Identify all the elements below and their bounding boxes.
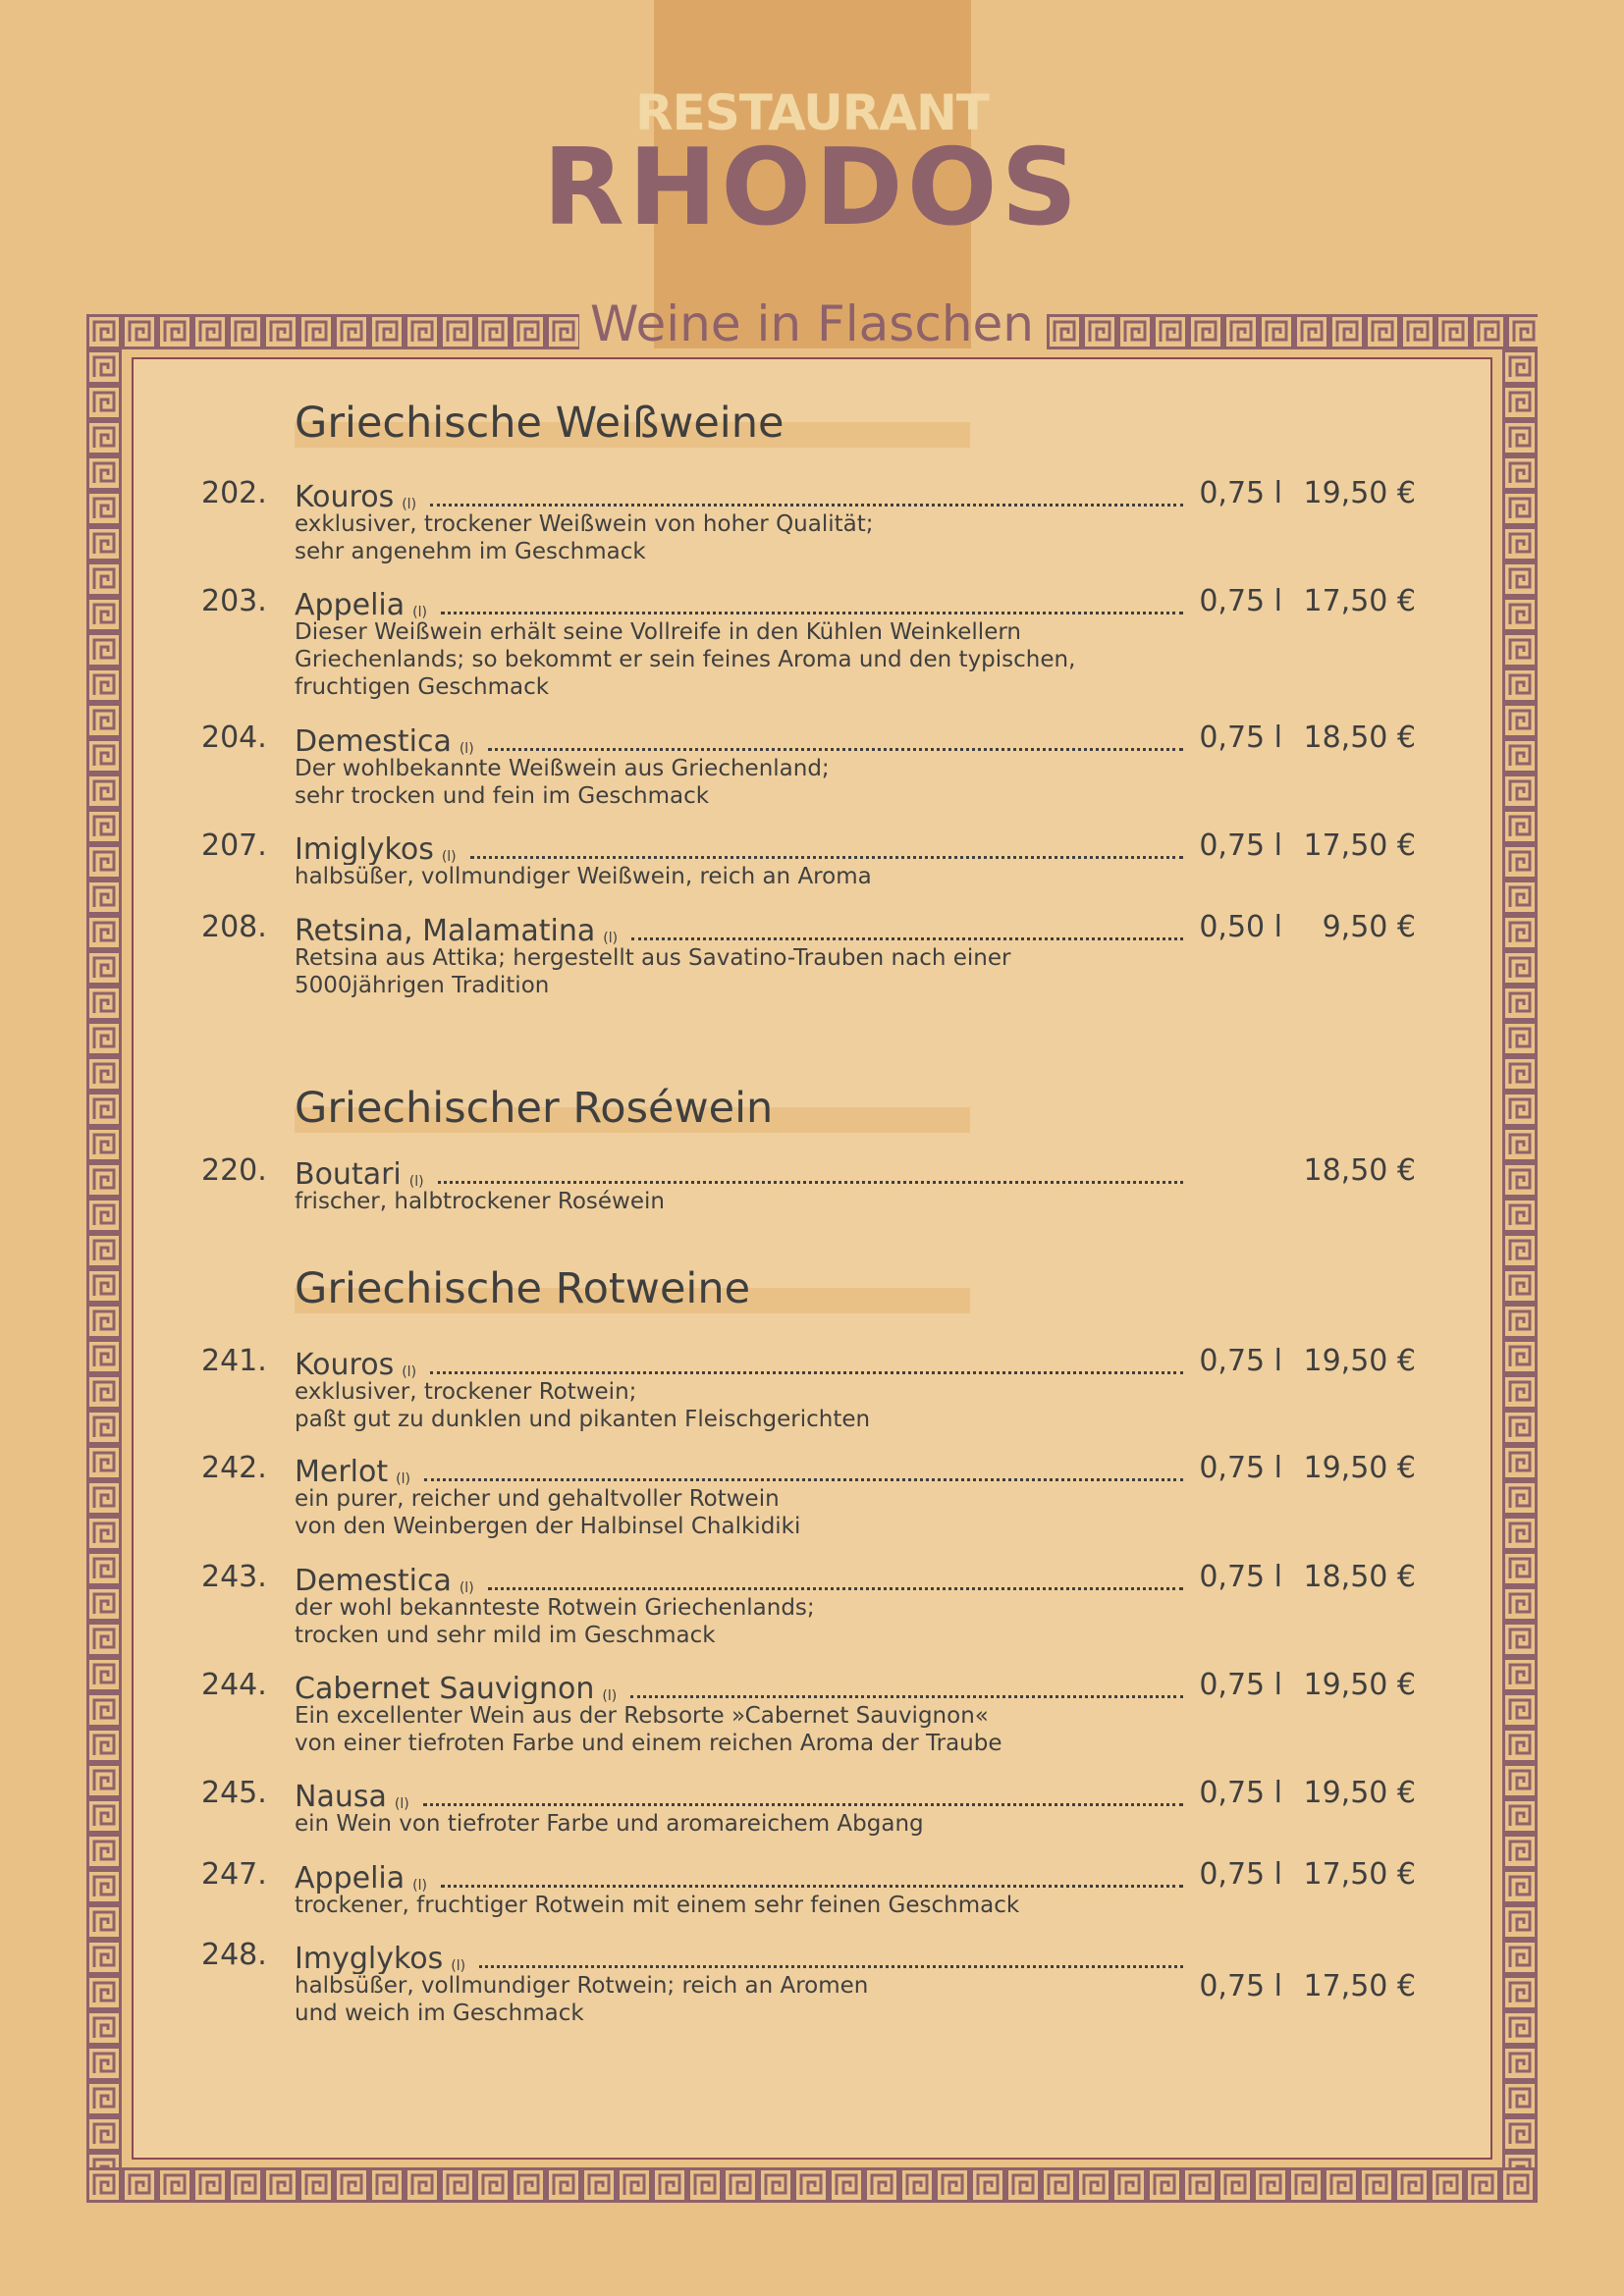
item-name: Boutari	[295, 1157, 402, 1190]
item-name-line	[295, 1563, 1183, 1596]
item-desc-line: der wohl bekannteste Rotwein Griechenlands;	[295, 1595, 815, 1621]
item-name-line	[295, 1671, 1183, 1704]
item-note: (l)	[396, 1471, 410, 1487]
dot-leader	[438, 1180, 1183, 1184]
item-number: 243.	[201, 1560, 267, 1594]
wine-item	[0, 721, 1624, 809]
item-name-line	[295, 479, 1183, 512]
wine-item	[0, 1938, 1624, 2026]
item-desc-line: Retsina aus Attika; hergestellt aus Savatino-Trauben nach einer	[295, 945, 1011, 971]
item-name-line	[295, 1860, 1183, 1894]
item-note: (l)	[441, 849, 457, 865]
item-note: (l)	[394, 1796, 409, 1812]
item-name-line	[295, 1156, 1183, 1190]
wine-item	[0, 1344, 1624, 1432]
item-note: (l)	[459, 741, 474, 757]
dot-leader	[424, 1477, 1183, 1481]
dot-leader	[430, 503, 1183, 507]
item-note: (l)	[412, 1878, 427, 1894]
item-desc-line: exklusiver, trockener Weißwein von hoher Qualität;	[295, 511, 874, 537]
wine-item	[0, 1668, 1624, 1756]
wine-item	[0, 584, 1624, 700]
item-number: 247.	[201, 1857, 267, 1892]
item-desc-line: exklusiver, trockener Rotwein;	[295, 1379, 637, 1405]
item-name-line	[295, 1347, 1183, 1380]
item-name: Kouros	[295, 480, 395, 512]
dot-leader	[479, 1964, 1183, 1968]
item-price: 19,50 €	[1303, 1776, 1416, 1810]
dot-leader	[470, 855, 1183, 859]
dot-leader	[423, 1802, 1183, 1806]
item-note: (l)	[459, 1580, 474, 1596]
item-name: Demestica	[295, 724, 452, 757]
meander-border-bottom	[86, 2167, 1538, 2203]
item-note: (l)	[451, 1958, 466, 1974]
item-name-line	[295, 587, 1183, 620]
wine-item	[0, 476, 1624, 564]
item-desc-line: halbsüßer, vollmundiger Rotwein; reich an Aromen	[295, 1973, 869, 1999]
item-number: 204.	[201, 721, 267, 755]
wine-item	[0, 1153, 1624, 1235]
item-volume: 0,75 l	[1199, 1857, 1282, 1892]
item-desc-line: trocken und sehr mild im Geschmack	[295, 1623, 716, 1648]
item-volume: 0,75 l	[1199, 1969, 1282, 2003]
dot-leader	[441, 1884, 1183, 1888]
item-desc-line: fruchtigen Geschmack	[295, 674, 550, 700]
item-volume: 0,50 l	[1199, 910, 1282, 944]
item-desc-line: Der wohlbekannte Weißwein aus Griechenland;	[295, 756, 830, 781]
item-desc-line: Griechenlands; so bekommt er sein feines Aroma und den typischen,	[295, 647, 1076, 672]
item-note: (l)	[602, 1688, 618, 1704]
item-volume: 0,75 l	[1199, 828, 1282, 863]
item-volume: 0,75 l	[1199, 1560, 1282, 1594]
item-desc-line: frischer, halbtrockener Roséwein	[295, 1189, 665, 1214]
wine-item	[0, 1776, 1624, 1857]
item-note: (l)	[402, 1364, 417, 1380]
item-number: 220.	[201, 1153, 267, 1188]
section-title-white: Griechische Weißweine	[295, 399, 785, 448]
item-number: 203.	[201, 584, 267, 618]
item-price: 19,50 €	[1303, 1668, 1416, 1702]
dot-leader	[488, 1586, 1183, 1590]
item-desc-line: sehr trocken und fein im Geschmack	[295, 783, 710, 809]
item-name: Kouros	[295, 1348, 395, 1380]
item-desc-line: sehr angenehm im Geschmack	[295, 539, 646, 564]
dot-leader	[488, 747, 1183, 751]
item-note: (l)	[402, 497, 417, 512]
item-name-line	[295, 1454, 1183, 1487]
dot-leader	[441, 611, 1183, 614]
item-price: 17,50 €	[1303, 1857, 1416, 1892]
item-price: 18,50 €	[1303, 1560, 1416, 1594]
item-number: 241.	[201, 1344, 267, 1378]
item-name: Retsina, Malamatina	[295, 914, 596, 946]
item-price: 9,50 €	[1322, 910, 1416, 944]
restaurant-name: RHODOS	[542, 127, 1082, 249]
item-number: 208.	[201, 910, 267, 944]
item-desc-line: und weich im Geschmack	[295, 2001, 584, 2026]
item-volume: 0,75 l	[1199, 1668, 1282, 1702]
item-price: 18,50 €	[1303, 721, 1416, 755]
wine-item	[0, 1560, 1624, 1648]
item-number: 207.	[201, 828, 267, 863]
item-number: 245.	[201, 1776, 267, 1810]
item-number: 242.	[201, 1451, 267, 1485]
dot-leader	[630, 1694, 1183, 1698]
item-desc-line: 5000jährigen Tradition	[295, 973, 550, 998]
item-name: Nausa	[295, 1780, 387, 1812]
item-desc-line: Ein excellenter Wein aus der Rebsorte »Cabernet Sauvignon«	[295, 1703, 989, 1729]
item-desc-line: trockener, fruchtiger Rotwein mit einem sehr feinen Geschmack	[295, 1893, 1020, 1918]
item-note: (l)	[603, 931, 619, 946]
item-name: Demestica	[295, 1564, 452, 1596]
item-desc-line: von den Weinbergen der Halbinsel Chalkidiki	[295, 1514, 801, 1539]
item-desc-line: halbsüßer, vollmundiger Weißwein, reich an Aroma	[295, 864, 872, 889]
item-price: 17,50 €	[1303, 828, 1416, 863]
item-volume: 0,75 l	[1199, 584, 1282, 618]
section-title-rose: Griechischer Roséwein	[295, 1084, 774, 1133]
item-price: 19,50 €	[1303, 476, 1416, 510]
section-title-red: Griechische Rotweine	[295, 1264, 751, 1313]
item-volume: 0,75 l	[1199, 721, 1282, 755]
restaurant-label: RESTAURANT	[635, 84, 989, 141]
item-volume: 0,75 l	[1199, 1776, 1282, 1810]
item-price: 18,50 €	[1303, 1153, 1416, 1188]
item-name-line	[295, 1779, 1183, 1812]
item-name: Appelia	[295, 588, 406, 620]
item-price: 19,50 €	[1303, 1451, 1416, 1485]
item-desc-line: paßt gut zu dunklen und pikanten Fleischgerichten	[295, 1407, 871, 1432]
item-name: Appelia	[295, 1861, 406, 1894]
item-volume: 0,75 l	[1199, 476, 1282, 510]
item-desc-line: ein Wein von tiefroter Farbe und aromareichem Abgang	[295, 1811, 924, 1837]
menu-subtitle: Weine in Flaschen	[590, 295, 1034, 352]
item-note: (l)	[408, 1174, 424, 1190]
item-number: 244.	[201, 1668, 267, 1702]
item-name-line	[295, 1941, 1183, 1974]
item-number: 248.	[201, 1938, 267, 1972]
item-name-line	[295, 913, 1183, 946]
wine-item	[0, 1451, 1624, 1539]
wine-item	[0, 828, 1624, 910]
wine-item	[0, 1857, 1624, 1939]
dot-leader	[631, 936, 1183, 940]
item-name: Merlot	[295, 1455, 389, 1487]
item-price: 19,50 €	[1303, 1344, 1416, 1378]
dot-leader	[430, 1370, 1183, 1374]
item-price: 17,50 €	[1303, 1969, 1416, 2003]
item-name: Imyglykos	[295, 1942, 444, 1974]
item-desc-line: von einer tiefroten Farbe und einem reichen Aroma der Traube	[295, 1731, 1002, 1756]
item-desc-line: Dieser Weißwein erhält seine Vollreife in den Kühlen Weinkellern	[295, 619, 1021, 645]
item-name: Cabernet Sauvignon	[295, 1672, 595, 1704]
item-name: Imiglykos	[295, 832, 434, 865]
item-number: 202.	[201, 476, 267, 510]
wine-item	[0, 910, 1624, 998]
item-note: (l)	[412, 605, 427, 620]
item-desc-line: ein purer, reicher und gehaltvoller Rotwein	[295, 1486, 780, 1512]
item-volume: 0,75 l	[1199, 1451, 1282, 1485]
item-name-line	[295, 723, 1183, 757]
item-name-line	[295, 831, 1183, 865]
item-price: 17,50 €	[1303, 584, 1416, 618]
item-volume: 0,75 l	[1199, 1344, 1282, 1378]
